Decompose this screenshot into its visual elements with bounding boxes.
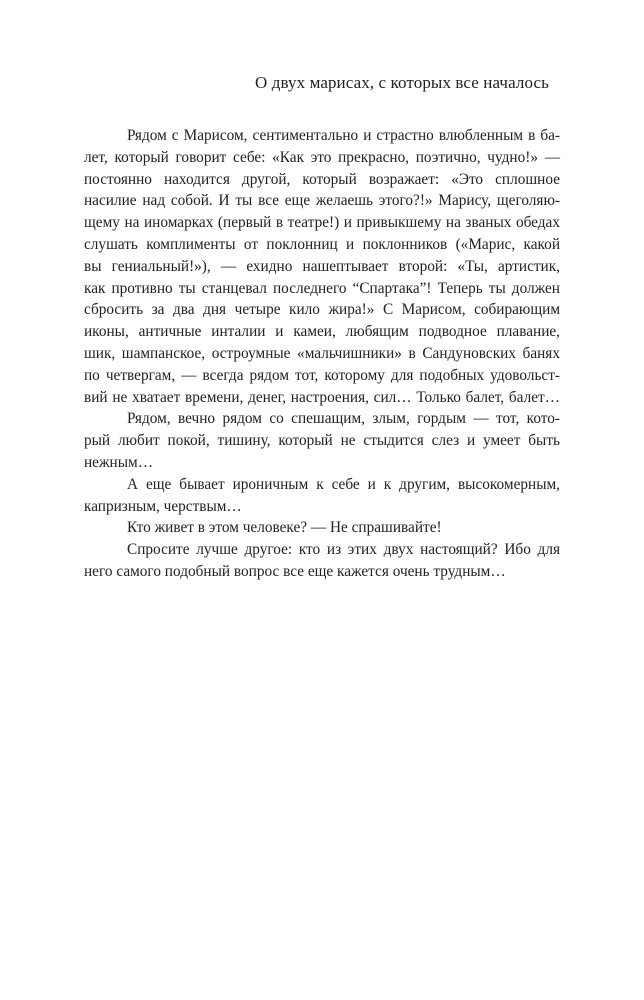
text-line: него самого подобный вопрос все еще кажется очень трудным… — [84, 562, 506, 580]
text-line: Кто живет в этом человеке? — Не спрашивайте! — [127, 519, 442, 537]
text-line: рый любит покой, тишину, который не стыдится слез и умеет быть — [84, 432, 560, 450]
text-line: шик, шампанское, остроумные «мальчишники» в Сандуновских банях — [84, 344, 560, 362]
text-line: вий не хватает времени, денег, настроения, сил… Только балет, балет… — [84, 388, 560, 406]
text-line: капризным, черствым… — [84, 497, 242, 515]
text-line: сбросить за два дня четыре кило жира!» С Марисом, собирающим — [84, 301, 560, 319]
text-line: Спросите лучше другое: кто из этих двух настоящий? Ибо для — [127, 541, 560, 559]
text-line: иконы, античные инталии и камеи, любящим подводное плавание, — [84, 323, 560, 341]
body-text — [84, 125, 560, 583]
running-header: О двух марисах, с которых все началось — [255, 73, 549, 92]
text-line: щему на иномарках (первый в театре!) и привыкшему на званых обедах — [84, 214, 560, 232]
text-line: постоянно находится другой, который возражает: «Это сплошное — [84, 170, 560, 188]
text-line: вы гениальный!»), — ехидно нашептывает второй: «Ты, артистик, — [84, 257, 560, 275]
text-line: как противно ты станцевал последнего “Спартака”! Теперь ты должен — [84, 279, 560, 297]
text-line: нежным… — [84, 453, 153, 471]
text-line: насилие над собой. И ты все еще желаешь этого?!» Марису, щеголяю- — [84, 192, 560, 210]
text-line: Рядом, вечно рядом со спешащим, злым, гордым — тот, кото- — [127, 410, 560, 428]
text-line: слушать комплименты от поклонниц и поклонников («Марис, какой — [84, 235, 560, 253]
text-line: по четвергам, — всегда рядом тот, которому для подобных удовольст- — [84, 366, 560, 384]
text-line: А еще бывает ироничным к себе и к другим, высокомерным, — [127, 475, 560, 493]
text-line: Рядом с Марисом, сентиментально и страстно влюбленным в ба- — [127, 127, 560, 144]
text-line: лет, который говорит себе: «Как это прекрасно, поэтично, чудно!» — — [84, 148, 560, 166]
